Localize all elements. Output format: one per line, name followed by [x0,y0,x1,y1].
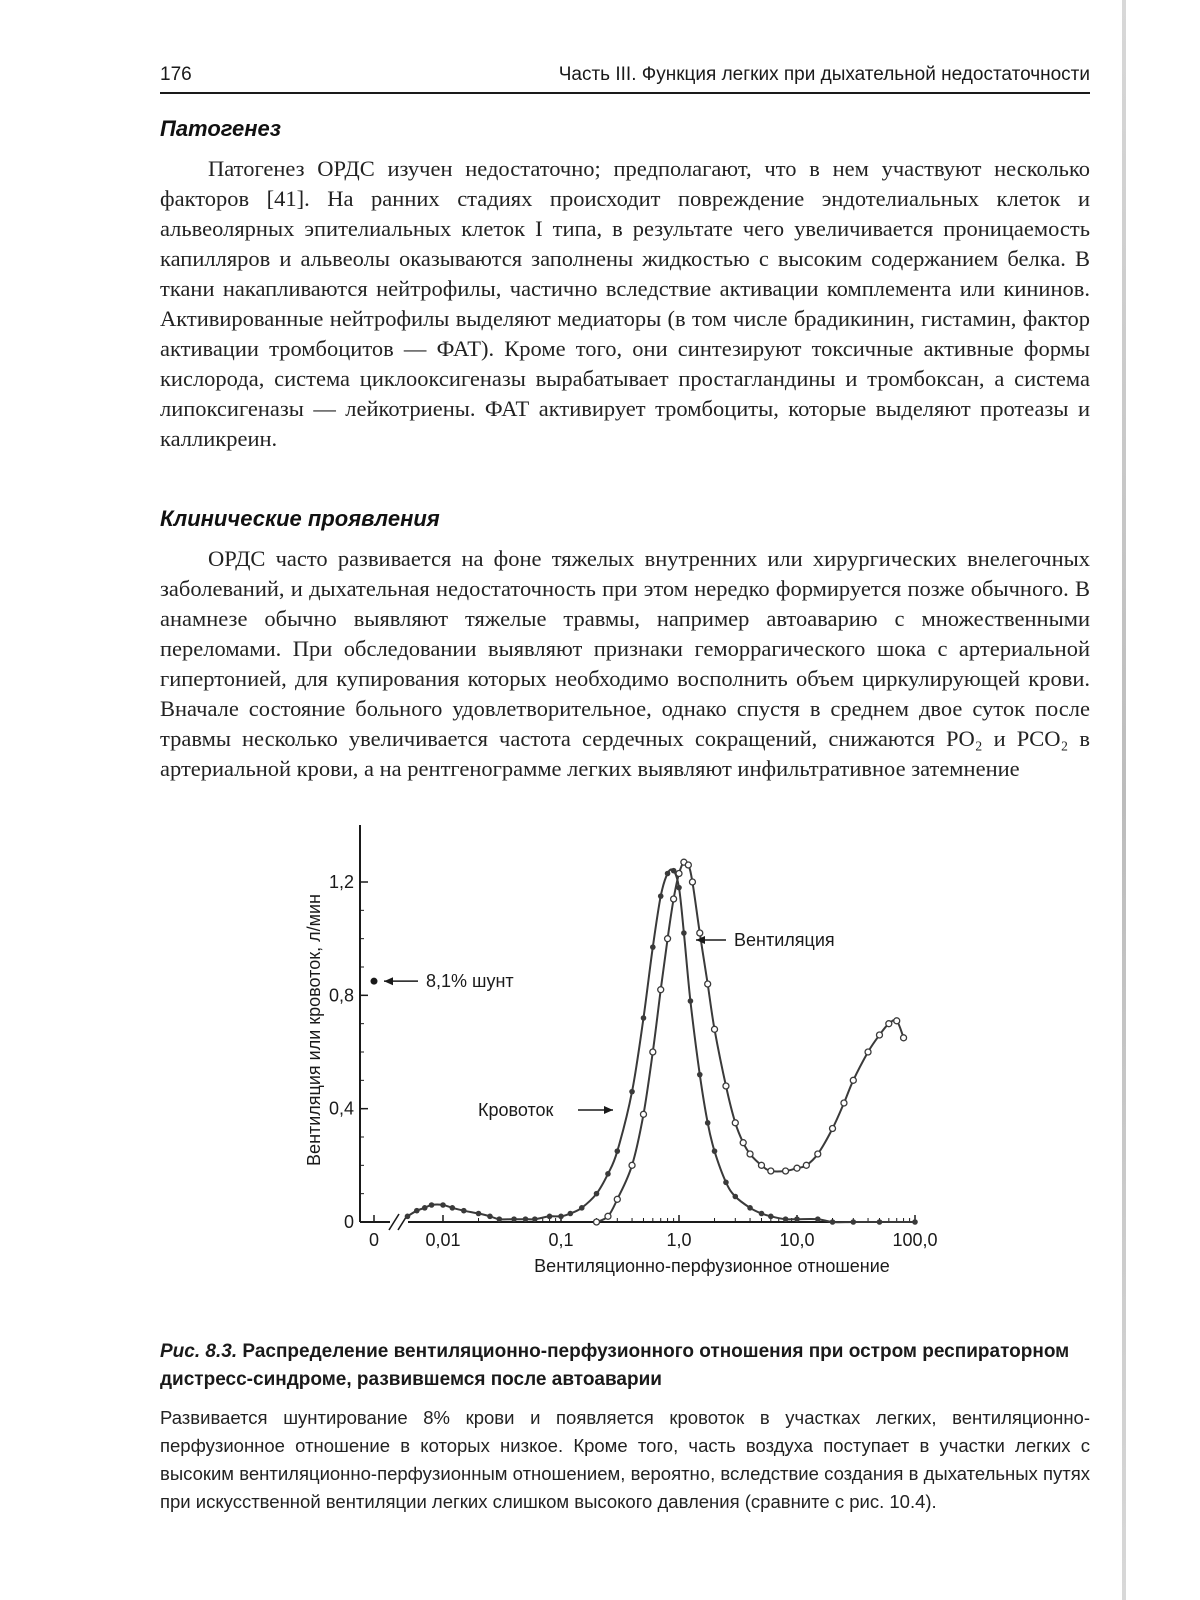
blood-flow-point [568,1211,574,1217]
ventilation-point [605,1213,611,1219]
blood-flow-point [414,1208,420,1214]
ventilation-point [705,981,711,987]
paragraph-clinical: ОРДС часто развивается на фоне тяжелых внутренних или хирургических внелегочных заболеваний, и дыхательная недостаточность при этом нередко формируется позже обычного. В анамнезе обычно выявляют тяжелые травмы, например автоаварию с множественными переломами. При обследовании выявляют признаки геморрагического шока с артериальной гипертонией, для купирования которых необходимо восполнить объем циркулирующей крови. Вначале состояние больного удовлетворительное, однако спустя в среднем двое суток после травмы несколько увеличивается частота сердечных сокращений, снижаются PO₂ и PCO₂ в артериальной крови, а на рентгенограмме легких выявляют инфильтративное затемнение [160,546,1090,781]
vq-distribution-chart [290,820,970,1290]
blood-flow-point [629,1089,635,1095]
blood-flow-point [723,1180,729,1186]
ventilation-point [901,1035,907,1041]
blood-flow-point [558,1214,564,1220]
blood-flow-point [450,1205,456,1211]
ventilation-point [594,1219,600,1225]
ventilation-point [841,1100,847,1106]
paragraph-pathogenesis: Патогенез ОРДС изучен недостаточно; предполагают, что в нем участвуют несколько факторов [41]. На ранних стадиях происходит повреждение эндотелиальных клеток и альвеолярных эпителиальных клеток I типа, в результате чего увеличивается проницаемость капилляров и альвеолы оказываются заполнены жидкостью с высоким содержанием белка. В ткани накапливаются нейтрофилы, частично вследствие активации комплемента или кининов. Активированные нейтрофилы выделяют медиаторы (в том числе брадикинин, гистамин, фактор активации тромбоцитов — ФАТ). Кроме того, они синтезируют токсичные активные формы кислорода, система циклооксигеназы вырабатывает простагландины и тромбоксан, а система липоксигеназы — лейкотриены. ФАТ активирует тромбоциты, которые выделяют протеазы и калликреин. [160,156,1090,451]
ventilation-point [876,1032,882,1038]
ventilation-point [671,896,677,902]
blood-flow-point [422,1205,428,1211]
ventilation-point [768,1168,774,1174]
ventilation-point [803,1162,809,1168]
blood-flow-point [877,1219,883,1225]
blood-flow-point [830,1219,836,1225]
running-head [160,58,1090,94]
blood-flow-point [697,1072,703,1078]
axis-break-mark [389,1214,399,1230]
figure-label: Рис. 8.3. [160,1341,238,1362]
blood-flow-point [783,1216,789,1222]
figure-title: Распределение вентиляционно-перфузионного отношения при остром респираторном дистресс-синдроме, развившемся после автоаварии [160,1341,1070,1390]
section-heading-pathogenesis: Патогенез [160,116,281,141]
y-tick-label: 0,8 [328,985,354,1006]
x-axis-label: Вентиляционно-перфузионное отношение [534,1256,890,1276]
blood-flow-point [759,1211,765,1217]
blood-flow-point [615,1148,621,1154]
ventilation-point [650,1049,656,1055]
blood-flow-point [851,1219,857,1225]
ventilation-point [865,1049,871,1055]
blood-flow-point [658,893,664,899]
x-tick-label: 0,01 [425,1230,461,1250]
blood-flow-point [605,1171,611,1177]
blood-flow-point [579,1205,585,1211]
blood-flow-arrow-head [604,1106,613,1114]
blood-flow-point [768,1214,774,1220]
ventilation-point [614,1196,620,1202]
blood-flow-point [650,944,656,950]
ventilation-point [732,1120,738,1126]
shunt-label: 8,1% шунт [426,971,514,992]
y-tick-label: 0,4 [328,1098,354,1119]
ventilation-point [894,1018,900,1024]
ventilation-point [850,1077,856,1083]
x-tick-label: 10,0 [779,1230,815,1250]
y-tick-label: 1,2 [328,872,354,892]
blood-flow-point [747,1205,753,1211]
ventilation-line [597,862,904,1222]
ventilation-point [783,1168,789,1174]
blood-flow-point [733,1194,739,1200]
ventilation-point [723,1083,729,1089]
blood-flow-point [440,1202,446,1208]
x-tick-label: 0 [368,1230,380,1250]
ventilation-label: Вентиляция [734,930,835,950]
ventilation-point [815,1151,821,1157]
blood-flow-point [547,1214,553,1220]
figure-description: Развивается шунтирование 8% крови и появляется кровоток в участках легких, вентиляционно-перфузионное отношение в которых низкое. Кроме того, часть воздуха поступает в участки легких с высоким вентиляционно-перфузионным отношением, вероятно, вследствие создания в дыхательных путях при искусственной вентиляции легких слишком высокого давления (сравните с рис. 10.4). [160,1407,1090,1512]
blood-flow-point [705,1120,711,1126]
blood-flow-point [688,998,694,1004]
x-tick-label: 1,0 [666,1230,692,1250]
blood-flow-point [429,1202,435,1208]
ventilation-point [685,862,691,868]
x-tick-label: 100,0 [892,1230,938,1250]
section-heading-clinical: Клинические проявления [160,506,440,531]
ventilation-point [629,1162,635,1168]
shunt-arrow-head [384,977,393,985]
running-title: Часть III. Функция легких при дыхательной недостаточности [558,64,1090,85]
blood-flow-point [532,1216,538,1222]
blood-flow-point [523,1216,529,1222]
blood-flow-point [511,1216,517,1222]
ventilation-point [665,936,671,942]
ventilation-point [794,1165,800,1171]
figure-caption-title [160,1338,1090,1394]
blood-flow-point [641,1015,647,1021]
x-tick-label: 0,1 [548,1230,574,1250]
chart-annotations [371,930,835,1120]
ventilation-point [640,1111,646,1117]
blood-flow-point [594,1191,600,1197]
ventilation-point [712,1026,718,1032]
blood-flow-point [487,1214,493,1220]
chart-axes [329,825,938,1250]
blood-flow-point [497,1216,503,1222]
blood-flow-point [476,1211,482,1217]
ventilation-point [747,1151,753,1157]
ventilation-point [740,1140,746,1146]
blood-flow-point [794,1216,800,1222]
blood-flow-line [408,869,916,1222]
ventilation-point [886,1021,892,1027]
blood-flow-label: Кровоток [478,1100,554,1120]
ventilation-point [689,879,695,885]
ventilation-point [758,1162,764,1168]
y-tick-label: 0 [343,1212,354,1232]
blood-flow-point [665,871,671,877]
page-edge [1122,0,1126,1600]
blood-flow-point [815,1216,821,1222]
ventilation-point [697,930,703,936]
shunt-point [371,978,378,985]
ventilation-point [830,1126,836,1132]
page-number: 176 [160,64,192,85]
blood-flow-point [405,1214,411,1220]
blood-flow-point [712,1148,718,1154]
y-axis-label: Вентиляция или кровоток, л/мин [304,894,324,1166]
chart-series [405,859,918,1225]
blood-flow-point [681,930,687,936]
ventilation-point [658,987,664,993]
chart-svg [290,820,970,1290]
blood-flow-point [912,1219,918,1225]
blood-flow-point [461,1208,467,1214]
ventilation-point [676,871,682,877]
